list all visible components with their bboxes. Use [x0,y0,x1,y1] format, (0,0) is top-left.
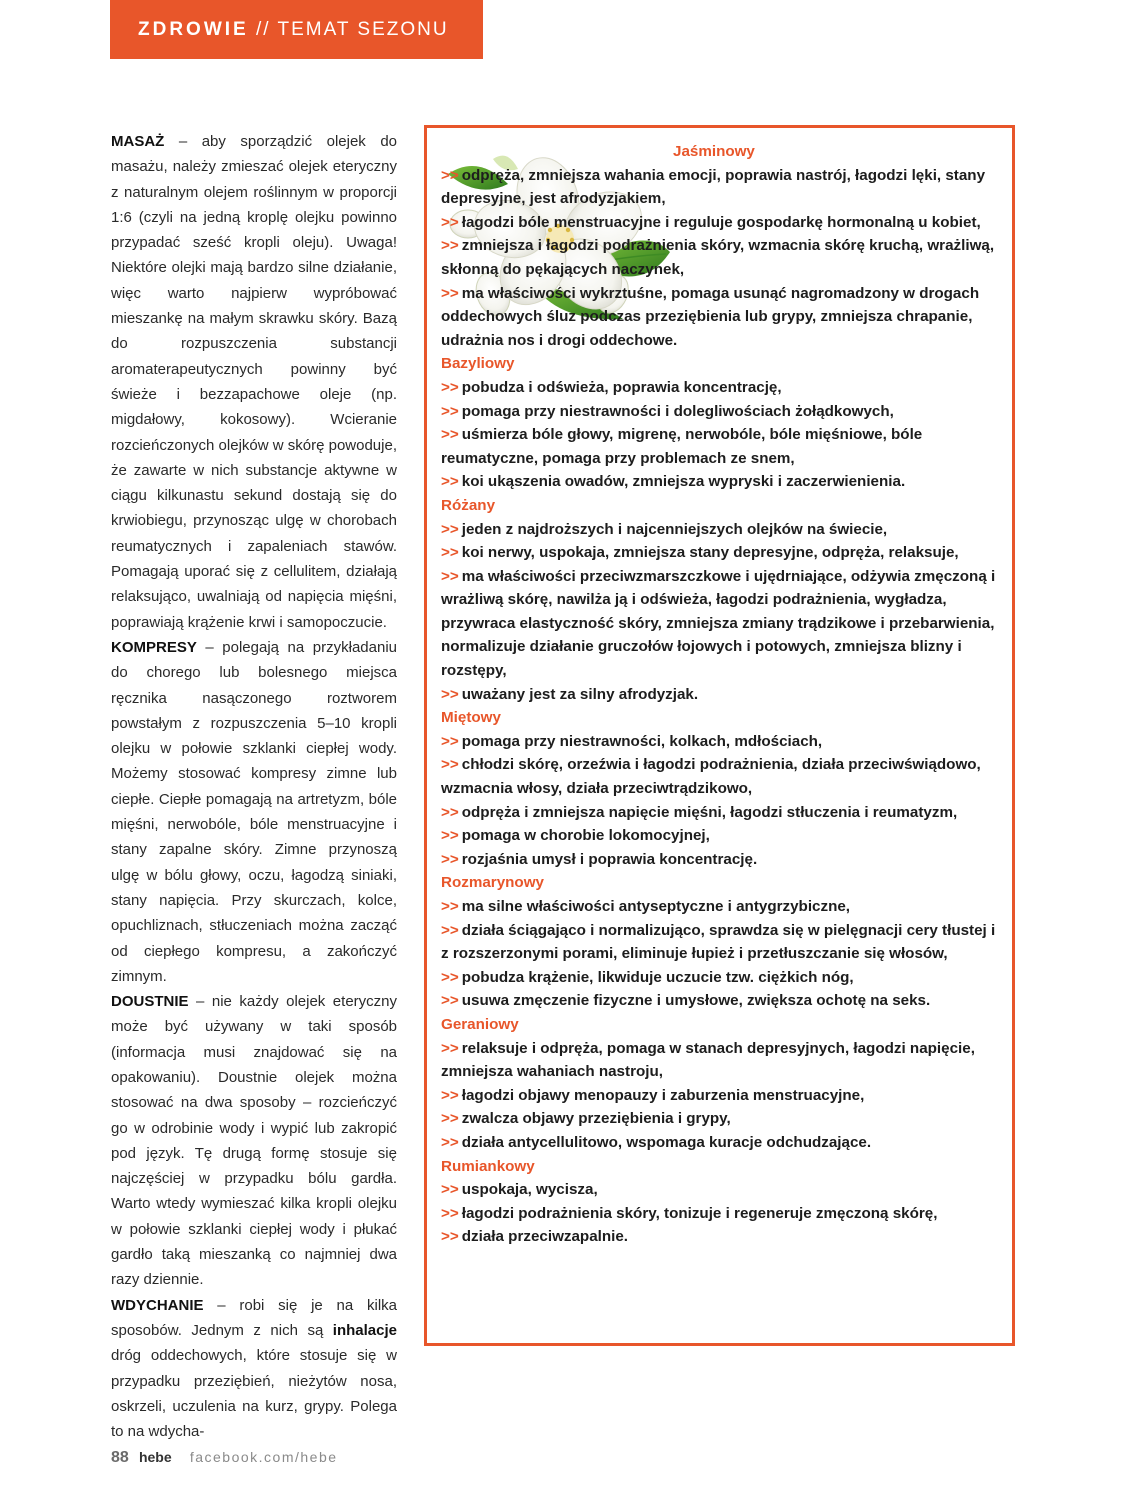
oil-item-text: pomaga przy niestrawności, kolkach, mdłościach, [461,732,823,750]
oil-title: Różany [441,496,496,514]
oil-item [441,989,1004,1013]
oil-item [441,1225,1004,1249]
text-doustnie: – nie każdy olejek eteryczny może być używany w taki sposób (informacja musi znajdować się na opakowaniu). Doustnie olejek można stosować na dwa sposoby – rozcieńczyć go w odrobinie wody i wypić lub zakropić pod język. Tę drugą formę stosuje się najczęściej w przypadku bólu gardła. Warto wtedy wymieszać kilka kropli olejku w połowie szklanki ciepłej wody i płukać gardło taką mieszanką co najmniej dwa razy dziennie. [111,993,397,1289]
oil-item-text: pobudza krążenie, likwiduje uczucie tzw. ciężkich nóg, [461,968,854,986]
arrow-icon: >> [441,732,459,750]
oil-item [441,801,1004,825]
arrow-icon: >> [441,921,459,939]
arrow-icon: >> [441,284,459,302]
oil-title: Bazyliowy [441,355,515,373]
section-subtitle: TEMAT SEZONU [277,19,449,40]
arrow-icon: >> [441,1228,459,1246]
term-doustnie: DOUSTNIE [111,993,189,1011]
oil-title: Rumiankowy [441,1157,535,1175]
arrow-icon: >> [441,898,459,915]
oil-item-text: łagodzi objawy menopauzy i zaburzenia menstruacyjne, [461,1086,865,1104]
section-title: ZDROWIE [138,19,249,40]
paragraph-kompresy [111,635,397,989]
oil-item [441,753,1004,800]
oil-item [441,282,1004,353]
oil-item [441,966,1004,990]
oil-item [441,730,1004,754]
arrow-icon: >> [441,473,459,491]
oil-item [441,895,1004,919]
oil-item [441,1202,1004,1226]
arrow-icon: >> [441,685,459,703]
arrow-icon: >> [441,166,459,184]
oil-item [441,470,1004,494]
page-footer [111,1449,338,1467]
oil-item [441,234,1004,281]
oil-item [441,423,1004,470]
term-kompresy: KOMPRESY [111,638,197,656]
oil-item-text: uspokaja, wycisza, [461,1181,598,1199]
text-kompresy: – polegają na przykładaniu do chorego lub bolesnego miejsca ręcznika nasączonego roztworem powstałym z rozpuszczenia 5–10 kropli olejku w połowie szklanki ciepłej wody. Możemy stosować kompresy zimne lub ciepłe. Ciepłe pomagają na artretyzm, bóle mięśni, nerwobóle, bóle menstruacyjne i stany zapalne skóry. Zimne przynoszą ulgę w bólu głowy, oczu, łagodzą siniaki, stany napięcia. Przy skurczach, kolce, opuchliznach, stłuczeniach można zacząć od ciepłego kompresu, a zakończyć zimnym. [111,638,397,985]
arrow-icon: >> [441,402,459,420]
oil-item-text: działa ściągająco i normalizująco, sprawdza się w pielęgnacji cery tłustej i z rozszerzonymi porami, eliminuje łupież i przetłuszczanie się włosów, [441,921,996,963]
highlight-inhalacje: inhalacje [332,1321,397,1339]
oil-item [441,1037,1004,1084]
oil-item-text: pomaga w chorobie lokomocyjnej, [461,827,710,845]
oil-item-text: działa antycellulitowo, wspomaga kuracje odchudzające. [461,1133,872,1151]
oil-item [441,1107,1004,1131]
brand-name: hebe [138,1449,172,1465]
text-wdychanie-1: – robi się je na kilka sposobów. Jednym z nich są [111,1296,397,1339]
oils-list [441,140,1004,1249]
oil-item-text: ma silne właściwości antyseptyczne i antygrzybiczne, [461,898,851,915]
arrow-icon: >> [441,850,459,868]
arrow-icon: >> [441,1133,459,1151]
arrow-icon: >> [441,1181,459,1199]
oil-item [441,824,1004,848]
oil-title: Geraniowy [441,1015,519,1033]
oil-item [441,848,1004,872]
arrow-icon: >> [441,237,459,255]
arrow-icon: >> [441,426,459,444]
oil-item-text: usuwa zmęczenie fizyczne i umysłowe, zwiększa ochotę na seks. [461,992,931,1010]
oil-item [441,518,1004,542]
oil-item [441,1178,1004,1202]
arrow-icon: >> [441,756,459,774]
oil-item-text: chłodzi skórę, orzeźwia i łagodzi podrażnienia, działa przeciwświądowo, wzmacnia włosy, działa przeciwtrądzikowo, [441,756,981,798]
oil-item [441,400,1004,424]
oil-item [441,211,1004,235]
oil-item-text: zmniejsza i łagodzi podrażnienia skóry, wzmacnia skórę kruchą, wrażliwą, skłonną do pękających naczynek, [441,237,995,278]
oil-item-text: relaksuje i odpręża, pomaga w stanach depresyjnych, łagodzi napięcie, zmniejsza wahaniach nastroju, [441,1039,975,1081]
text-wdychanie-2: dróg oddechowych, które stosuje się w przypadku przeziębień, nieżytów nosa, oskrzeli, uczulenia na kurz, grypy. Polega to na wdycha- [111,1347,397,1441]
essential-oils-box [424,125,1015,1346]
facebook-link[interactable]: facebook.com/hebe [189,1449,338,1465]
oil-item [441,541,1004,565]
oil-item-text: łagodzi bóle menstruacyjne i reguluje gospodarkę hormonalną u kobiet, [461,213,981,231]
oil-item [441,164,1004,211]
oil-item-text: odpręża, zmniejsza wahania emocji, poprawia nastrój, łagodzi lęki, stany depresyjne, jest afrodyzjakiem, [441,166,986,208]
term-wdychanie: WDYCHANIE [111,1296,204,1314]
arrow-icon: >> [441,378,459,396]
arrow-icon: >> [441,544,459,562]
paragraph-doustnie [111,989,397,1293]
arrow-icon: >> [441,520,459,538]
oil-item-text: pobudza i odświeża, poprawia koncentrację, [461,378,782,396]
oil-item [441,565,1004,683]
arrow-icon: >> [441,1204,459,1222]
arrow-icon: >> [441,1086,459,1104]
arrow-icon: >> [441,827,459,845]
oil-item [441,376,1004,400]
oil-title: Rozmarynowy [441,874,544,892]
oil-item-text: jeden z najdroższych i najcenniejszych olejków na świecie, [461,520,888,538]
page-number: 88 [111,1449,129,1466]
oil-item-text: działa przeciwzapalnie. [461,1228,629,1246]
oil-item-text: pomaga przy niestrawności i dolegliwościach żołądkowych, [461,402,894,420]
oil-item-text: uśmierza bóle głowy, migrenę, nerwobóle, bóle mięśniowe, bóle reumatyczne, pomaga przy problemach ze snem, [441,426,923,467]
oil-item-text: ma właściwości przeciwzmarszczkowe i ujędrniające, odżywia zmęczoną i wrażliwą skórę, nawilża ją i odświeża, łagodzi podrażnienia, wygładza, przywraca elastyczność skóry, zmniejsza zmiany trądzikowe i przebarwienia, normalizuje działanie gruczołów łojowych i potowych, zmniejsza blizny i rozstępy, [441,567,996,680]
paragraph-masaz [111,129,397,635]
arrow-icon: >> [441,213,459,231]
oil-item-text: koi nerwy, uspokaja, zmniejsza stany depresyjne, odpręża, relaksuje, [461,544,959,562]
arrow-icon: >> [441,968,459,986]
oil-item [441,683,1004,707]
oil-item-text: łagodzi podrażnienia skóry, tonizuje i regeneruje zmęczoną skórę, [461,1204,938,1222]
oil-title: Jaśminowy [673,143,755,160]
oil-item-text: rozjaśnia umysł i poprawia koncentrację. [461,850,758,868]
term-masaz: MASAŻ [111,133,165,150]
article-left-column [111,129,397,1444]
arrow-icon: >> [441,1039,459,1057]
oil-item-text: odpręża i zmniejsza napięcie mięśni, łagodzi stłuczenia i reumatyzm, [461,803,958,821]
oil-item-text: uważany jest za silny afrodyzjak. [461,685,699,703]
text-masaz: – aby sporządzić olejek do masażu, należy zmieszać olejek eteryczny z naturalnym olejem roślinnym w proporcji 1:6 (czyli na jedną kroplę olejku powinno przypadać sześć kropli oleju). Uwaga! Niektóre olejki mają bardzo silne działanie, więc warto najpierw wypróbować mieszankę na małym skrawku skóry. Bazą do rozpuszczenia substancji aromaterapeutycznych powinny być świeże i bezzapachowe oleje (np. migdałowy, kokosowy). Wcieranie rozcieńczonych olejków w skórę powoduje, że zawarte w nich substancje aktywne w ciągu kilkunastu sekund dostają się do krwiobiegu, przynosząc ulgę w chorobach reumatycznych i zapaleniach stawów. Pomagają uporać się z cellulitem, działają relaksująco, uwalniają od napięcia mięśni, poprawiają krążenie krwi i samopoczucie. [111,133,397,631]
arrow-icon: >> [441,567,459,585]
oil-item-text: ma właściwości wykrztuśne, pomaga usunąć nagromadzony w drogach oddechowych śluz podczas przeziębienia lub grypy, zmniejsza chrapanie, udrażnia nos i drogi oddechowe. [441,284,980,349]
oil-item [441,1084,1004,1108]
section-header [110,0,483,59]
oil-title: Miętowy [441,709,501,727]
oil-item [441,919,1004,966]
oil-item-text: zwalcza objawy przeziębienia i grypy, [461,1110,731,1128]
arrow-icon: >> [441,803,459,821]
arrow-icon: >> [441,1110,459,1128]
arrow-icon: >> [441,992,459,1010]
header-separator: // [248,19,278,40]
oil-item [441,1131,1004,1155]
paragraph-wdychanie [111,1293,397,1445]
oil-item-text: koi ukąszenia owadów, zmniejsza wypryski i zaczerwienienia. [461,473,906,491]
